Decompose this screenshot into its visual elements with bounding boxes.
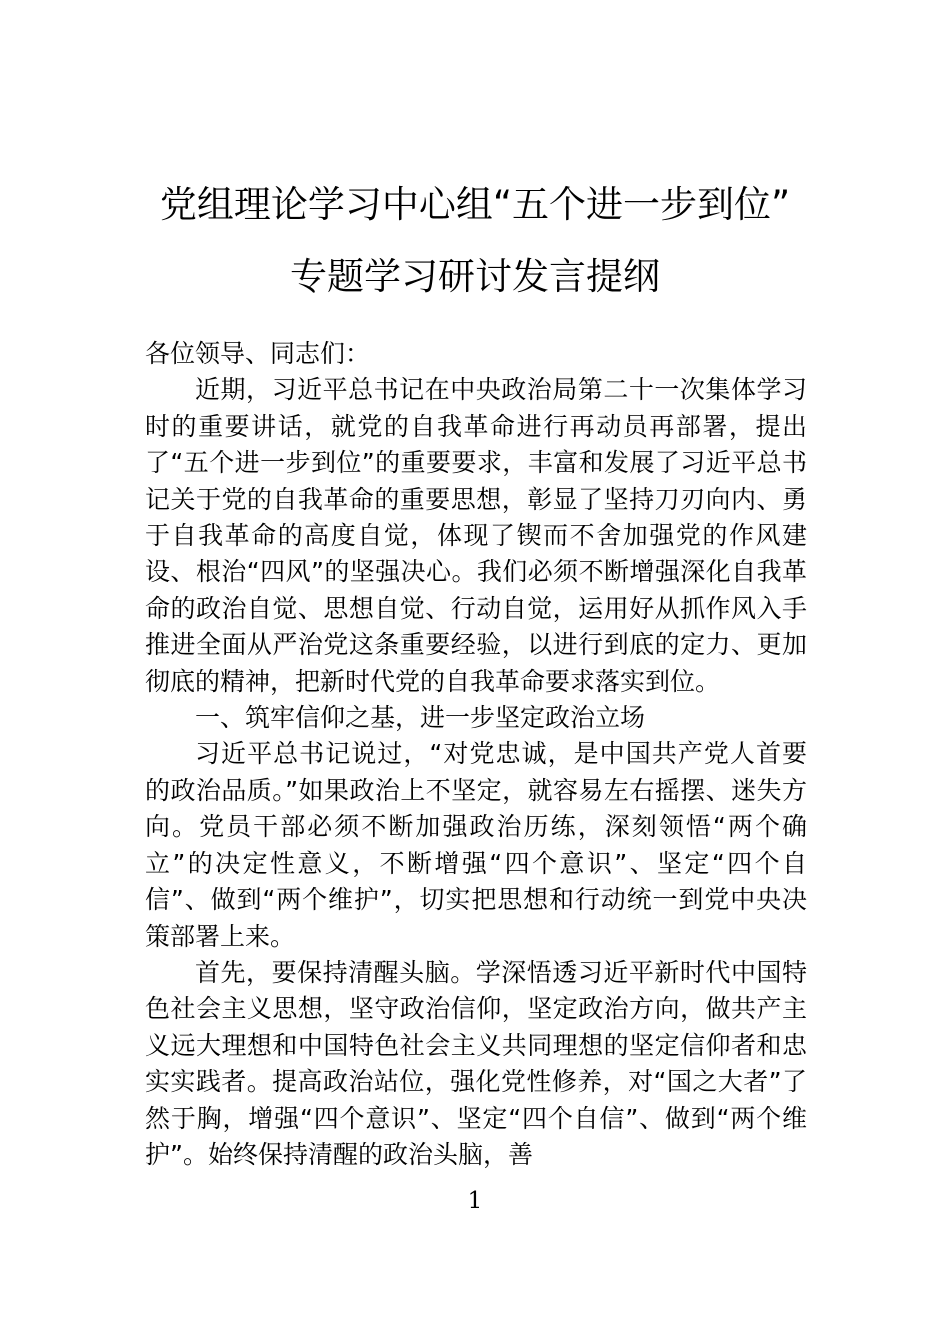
document-title-line-2: 专题学习研讨发言提纲 (290, 255, 660, 298)
paragraph-intro: 近期，习近平总书记在中央政治局第二十一次集体学习时的重要讲话，就党的自我革命进行再动员再部署，提出了“五个进一步到位”的重要要求，丰富和发展了习近平总书记关于党的自我革命的重要思想，彰显了坚持刀刃向内、勇于自我革命的高度自觉，体现了锲而不舍加强党的作风建设、根治“四风”的坚强决心。我们必须不断增强深化自我革命的政治自觉、思想自觉、行动自觉，运用好从抓作风入手推进全面从严治党这条重要经验，以进行到底的定力、更加彻底的精神，把新时代党的自我革命要求落实到位。 (145, 375, 807, 696)
document-title-line-1: 党组理论学习中心组“五个进一步到位” (159, 183, 791, 226)
paragraph-loyalty: 习近平总书记说过，“对党忠诚，是中国共产党人首要的政治品质。”如果政治上不坚定，就容易左右摇摆、迷失方向。党员干部必须不断加强政治历练，深刻领悟“两个确立”的决定性意义，不断增强“四个意识”、坚定“四个自信”、做到“两个维护”，切实把思想和行动统一到党中央决策部署上来。 (145, 739, 807, 951)
page-number: 1 (467, 1188, 483, 1214)
salutation: 各位领导、同志们： (145, 339, 371, 368)
section-heading-1: 一、筑牢信仰之基，进一步坚定政治立场 (195, 703, 646, 733)
document-body (145, 336, 807, 1173)
paragraph-clear-mind: 首先，要保持清醒头脑。学深悟透习近平新时代中国特色社会主义思想，坚守政治信仰，坚定政治方向，做共产主义远大理想和中国特色社会主义共同理想的坚定信仰者和忠实实践者。提高政治站位，强化党性修养，对“国之大者”了然于胸，增强“四个意识”、坚定“四个自信”、做到“两个维护”。始终保持清醒的政治头脑，善 (145, 957, 807, 1169)
